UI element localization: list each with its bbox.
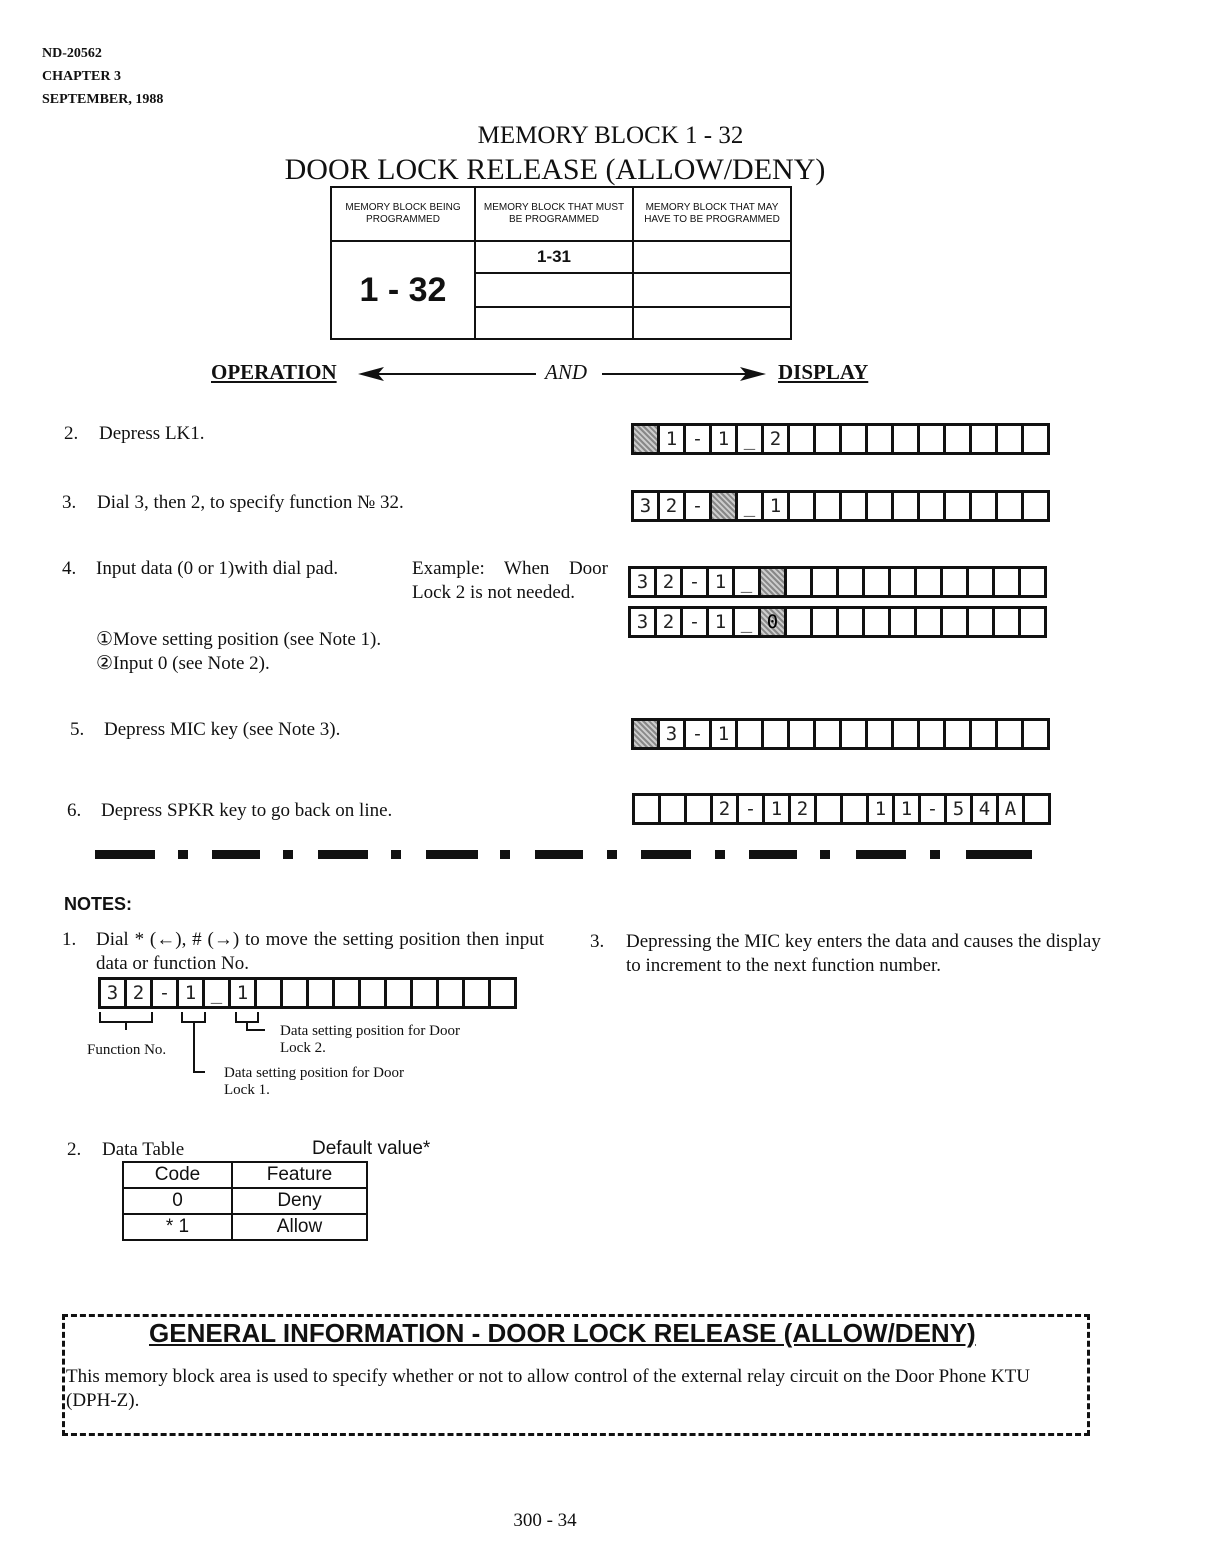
lcd-display xyxy=(631,490,1050,522)
lcd-cell: 1 xyxy=(712,426,738,452)
lcd-cell xyxy=(439,980,465,1006)
lcd-cell: _ xyxy=(205,980,231,1006)
lcd-cell: 3 xyxy=(634,493,660,519)
lcd-cell: 2 xyxy=(791,796,817,822)
lcd-cell xyxy=(813,609,839,635)
note-3-number: 3. xyxy=(590,931,605,952)
lcd-cell: 4 xyxy=(973,796,999,822)
notes-heading: NOTES: xyxy=(64,894,133,914)
step-2-number: 2. xyxy=(64,423,79,444)
lcd-cell xyxy=(894,493,920,519)
lcd-cell xyxy=(761,569,787,595)
step-2-text: Depress LK1. xyxy=(99,423,205,444)
step-3-number: 3. xyxy=(62,492,77,513)
title-memory-block: MEMORY BLOCK 1 - 32 xyxy=(477,122,744,149)
right-arrow-icon xyxy=(600,364,768,384)
lcd-cell xyxy=(917,609,943,635)
lcd-display xyxy=(632,793,1051,825)
lcd-cell xyxy=(842,426,868,452)
lcd-cell xyxy=(816,493,842,519)
lcd-display xyxy=(98,977,517,1009)
lcd-cell: 0 xyxy=(761,609,787,635)
lcd-cell xyxy=(865,569,891,595)
page-number: 300 - 34 xyxy=(513,1510,577,1531)
code-cell: * 1 xyxy=(123,1214,232,1240)
lcd-cell xyxy=(946,426,972,452)
lcd-cell xyxy=(790,721,816,747)
lcd-cell: 1 xyxy=(660,426,686,452)
note-1-number: 1. xyxy=(62,929,77,950)
lcd-cell xyxy=(361,980,387,1006)
lcd-cell: 5 xyxy=(947,796,973,822)
lcd-cell xyxy=(839,569,865,595)
lcd-cell xyxy=(813,569,839,595)
operation-label: OPERATION xyxy=(211,360,337,384)
lcd-cell xyxy=(816,426,842,452)
lcd-cell xyxy=(969,569,995,595)
lcd-cell xyxy=(491,980,514,1006)
col-may-be-programmed: MEMORY BLOCK THAT MAY HAVE TO BE PROGRAMMED xyxy=(633,187,791,241)
title-door-lock: DOOR LOCK RELEASE (ALLOW/DENY) xyxy=(284,153,826,186)
lcd-cell xyxy=(738,721,764,747)
feature-cell: Allow xyxy=(232,1214,367,1240)
lcd-cell xyxy=(920,721,946,747)
lcd-cell xyxy=(634,721,660,747)
lcd-cell xyxy=(868,426,894,452)
general-info-body: This memory block area is used to specify whether or not to allow control of the external relay circuit on the Door Phone KTU (DPH-Z). xyxy=(66,1366,1030,1411)
lcd-cell: 2 xyxy=(657,569,683,595)
lcd-cell xyxy=(943,569,969,595)
lcd-cell xyxy=(995,609,1021,635)
empty-cell xyxy=(633,273,791,307)
lcd-cell xyxy=(790,426,816,452)
lcd-cell: 2 xyxy=(713,796,739,822)
lcd-cell: - xyxy=(683,569,709,595)
left-arrow-icon xyxy=(358,364,538,384)
lcd-cell: 1 xyxy=(712,721,738,747)
lcd-cell: _ xyxy=(735,569,761,595)
display-label: DISPLAY xyxy=(778,360,869,384)
lcd-cell: 3 xyxy=(101,980,127,1006)
lcd-cell xyxy=(257,980,283,1006)
lcd-cell xyxy=(995,569,1021,595)
lcd-cell xyxy=(661,796,687,822)
lcd-cell xyxy=(1021,609,1044,635)
lcd-cell: 1 xyxy=(231,980,257,1006)
lcd-cell xyxy=(687,796,713,822)
lcd-cell xyxy=(891,609,917,635)
lcd-cell xyxy=(998,426,1024,452)
lcd-cell xyxy=(790,493,816,519)
lcd-cell: - xyxy=(686,493,712,519)
note-2-number: 2. xyxy=(67,1139,82,1160)
lcd-cell: _ xyxy=(738,426,764,452)
lcd-cell xyxy=(972,721,998,747)
note-2-text: Data Table xyxy=(102,1139,185,1160)
step-6-number: 6. xyxy=(67,800,82,821)
code-cell: 0 xyxy=(123,1188,232,1214)
empty-cell xyxy=(633,307,791,339)
door-lock-1-label: Data setting position for Door Lock 1. xyxy=(224,1065,404,1098)
lcd-cell xyxy=(634,426,660,452)
lcd-cell: 3 xyxy=(660,721,686,747)
lcd-cell: - xyxy=(921,796,947,822)
lcd-cell xyxy=(891,569,917,595)
step-4-sub1: ①Move setting position (see Note 1). xyxy=(96,629,382,650)
lcd-cell xyxy=(946,493,972,519)
lcd-cell xyxy=(943,609,969,635)
lcd-cell xyxy=(894,721,920,747)
lcd-display xyxy=(628,566,1047,598)
doc-number: ND-20562 xyxy=(42,46,102,61)
lcd-cell: 1 xyxy=(764,493,790,519)
lcd-cell xyxy=(839,609,865,635)
table-row xyxy=(123,1188,367,1214)
lcd-cell xyxy=(335,980,361,1006)
lcd-cell xyxy=(635,796,661,822)
step-4-text: Input data (0 or 1)with dial pad. xyxy=(96,558,339,579)
note-3-text: Depressing the MIC key enters the data and causes the display to increment to the next function number. xyxy=(626,931,1101,976)
lcd-cell: - xyxy=(683,609,709,635)
lcd-cell xyxy=(387,980,413,1006)
step-3-text: Dial 3, then 2, to specify function № 32. xyxy=(97,492,404,513)
step-4-example: Example: When Door Lock 2 is not needed. xyxy=(412,558,608,603)
header-code: Code xyxy=(123,1162,232,1188)
lcd-cell xyxy=(816,721,842,747)
lcd-cell: 3 xyxy=(631,569,657,595)
lcd-cell xyxy=(842,493,868,519)
step-6-text: Depress SPKR key to go back on line. xyxy=(101,800,393,821)
lcd-cell: - xyxy=(686,721,712,747)
lcd-cell xyxy=(843,796,869,822)
lcd-display xyxy=(631,718,1050,750)
lcd-cell xyxy=(972,493,998,519)
lcd-cell xyxy=(817,796,843,822)
empty-cell xyxy=(475,307,633,339)
date: SEPTEMBER, 1988 xyxy=(42,92,164,107)
lcd-cell xyxy=(1024,426,1047,452)
lcd-cell xyxy=(920,493,946,519)
must-block: 1-31 xyxy=(475,241,633,273)
lcd-cell xyxy=(1025,796,1048,822)
empty-cell xyxy=(475,273,633,307)
function-no-label: Function No. xyxy=(87,1042,167,1058)
lcd-cell xyxy=(1021,569,1044,595)
lcd-cell: - xyxy=(153,980,179,1006)
lcd-cell xyxy=(868,721,894,747)
lcd-cell: 3 xyxy=(631,609,657,635)
feature-cell: Deny xyxy=(232,1188,367,1214)
step-5-number: 5. xyxy=(70,719,85,740)
lcd-cell xyxy=(946,721,972,747)
lcd-cell xyxy=(972,426,998,452)
block-number: 1 - 32 xyxy=(331,241,475,339)
step-4-sub2: ②Input 0 (see Note 2). xyxy=(96,653,270,674)
lcd-cell: 1 xyxy=(709,609,735,635)
step-5-text: Depress MIC key (see Note 3). xyxy=(104,719,341,740)
lcd-cell: - xyxy=(739,796,765,822)
lcd-cell: _ xyxy=(738,493,764,519)
data-table xyxy=(122,1161,368,1241)
table-row xyxy=(123,1214,367,1240)
general-info-title: GENERAL INFORMATION - DOOR LOCK RELEASE (ALLOW/DENY) xyxy=(149,1318,976,1348)
lcd-cell xyxy=(998,721,1024,747)
chapter: CHAPTER 3 xyxy=(42,69,121,84)
header-feature: Feature xyxy=(232,1162,367,1188)
lcd-cell xyxy=(1024,493,1047,519)
door-lock-2-label: Data setting position for Door Lock 2. xyxy=(280,1023,460,1056)
empty-cell xyxy=(633,241,791,273)
lcd-display xyxy=(631,423,1050,455)
lcd-cell xyxy=(283,980,309,1006)
lcd-cell: 2 xyxy=(657,609,683,635)
step-4-number: 4. xyxy=(62,558,77,579)
lcd-cell xyxy=(917,569,943,595)
lcd-cell xyxy=(712,493,738,519)
lcd-cell: 2 xyxy=(660,493,686,519)
lcd-cell: 1 xyxy=(895,796,921,822)
note-1-text: Dial * (←), # (→) to move the setting position then input data or function No. xyxy=(96,929,544,974)
lcd-cell xyxy=(865,609,891,635)
lcd-cell: 1 xyxy=(869,796,895,822)
lcd-cell xyxy=(894,426,920,452)
lcd-cell xyxy=(1024,721,1047,747)
lcd-cell xyxy=(868,493,894,519)
lcd-cell: _ xyxy=(735,609,761,635)
lcd-cell xyxy=(787,609,813,635)
lcd-cell xyxy=(969,609,995,635)
and-label: AND xyxy=(545,360,587,384)
col-must-be-programmed: MEMORY BLOCK THAT MUST BE PROGRAMMED xyxy=(475,187,633,241)
lcd-cell xyxy=(998,493,1024,519)
lcd-cell: 1 xyxy=(765,796,791,822)
lcd-cell xyxy=(309,980,335,1006)
lcd-cell: 2 xyxy=(127,980,153,1006)
lcd-display xyxy=(628,606,1047,638)
lcd-cell xyxy=(842,721,868,747)
lcd-cell: A xyxy=(999,796,1025,822)
lcd-cell xyxy=(787,569,813,595)
lcd-cell xyxy=(413,980,439,1006)
lcd-cell: 1 xyxy=(709,569,735,595)
col-being-programmed: MEMORY BLOCK BEING PROGRAMMED xyxy=(331,187,475,241)
lcd-cell: 2 xyxy=(764,426,790,452)
memory-block-table xyxy=(330,186,792,340)
lcd-cell: - xyxy=(686,426,712,452)
default-value-label: Default value* xyxy=(312,1138,431,1159)
lcd-cell: 1 xyxy=(179,980,205,1006)
lcd-cell xyxy=(764,721,790,747)
lcd-cell xyxy=(920,426,946,452)
lcd-cell xyxy=(465,980,491,1006)
